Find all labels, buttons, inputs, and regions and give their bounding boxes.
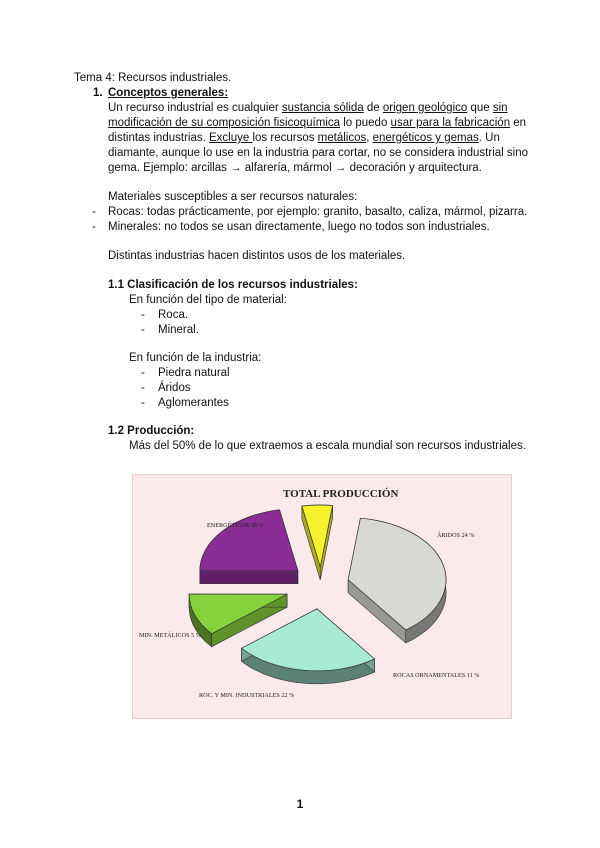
list-item: Rocas: todas prácticamente, por ejemplo: granito, basalto, caliza, mármol, pizarra. — [108, 206, 528, 218]
pie-slice — [200, 510, 298, 584]
pie-slice-label: ROC. Y MIN. INDUSTRIALES 22 % — [199, 692, 295, 699]
classification-label: En función del tipo de material: — [129, 294, 287, 306]
chart-title: TOTAL PRODUCCIÓN — [283, 488, 399, 500]
paragraph-line: modificación de su composición fisicoquímica lo puedo usar para la fabricación en — [108, 117, 527, 129]
bullet-dash: - — [141, 309, 145, 321]
subsection-heading: 1.1 Clasificación de los recursos industriales: — [108, 279, 358, 291]
bullet-dash: - — [141, 397, 145, 409]
paragraph-line: Un recurso industrial es cualquier sustancia sólida de origen geológico que sin — [108, 102, 508, 114]
bullet-dash: - — [92, 206, 96, 218]
section-heading — [108, 86, 228, 101]
paragraph-line: gema. Ejemplo: arcillas → alfarería, mármol → decoración y arquitectura. — [108, 162, 482, 174]
list-item: Áridos — [158, 382, 191, 394]
subsection-heading: 1.2 Producción: — [108, 425, 195, 437]
section-number: 1. — [93, 87, 103, 99]
paragraph-line: diamante, aunque lo use en la industria para cortar, no se considera industrial sino — [108, 147, 529, 159]
section-heading-text: Conceptos generales: — [108, 87, 229, 99]
pie-slice-label: ROCAS ORNAMENTALES 11 % — [393, 672, 480, 679]
pie-slice — [302, 505, 333, 580]
bullet-dash: - — [92, 221, 96, 233]
production-text: Más del 50% de lo que extraemos a escala mundial son recursos industriales. — [129, 440, 526, 452]
bullet-dash: - — [141, 324, 145, 336]
note-line: Distintas industrias hacen distintos usos de los materiales. — [108, 250, 406, 262]
pie-slice — [348, 518, 446, 643]
list-item: Mineral. — [158, 324, 199, 336]
list-item: Aglomerantes — [158, 397, 229, 409]
pie-slice-label: ÁRIDOS 24 % — [437, 532, 475, 539]
list-item: Piedra natural — [158, 367, 230, 379]
list-item: Minerales: no todos se usan directamente, luego no todos son industriales. — [108, 221, 490, 233]
pie-chart — [132, 474, 512, 719]
pie-slice-label: ENERGÉTICOS 38 % — [207, 522, 264, 529]
bullet-dash: - — [141, 382, 145, 394]
bullet-dash: - — [141, 367, 145, 379]
paragraph-line: distintas industrias. Excluye los recursos metálicos, energéticos y gemas. Un — [108, 132, 500, 144]
list-item: Roca. — [158, 309, 189, 321]
materials-intro: Materiales susceptibles a ser recursos naturales: — [108, 191, 358, 203]
pie-slice-label: MIN. METÁLICOS 5 % — [139, 632, 201, 639]
pie-chart-svg — [133, 475, 511, 718]
document-title: Tema 4: Recursos industriales. — [74, 72, 232, 84]
page-number: 1 — [296, 797, 304, 811]
classification-label: En función de la industria: — [129, 352, 262, 364]
